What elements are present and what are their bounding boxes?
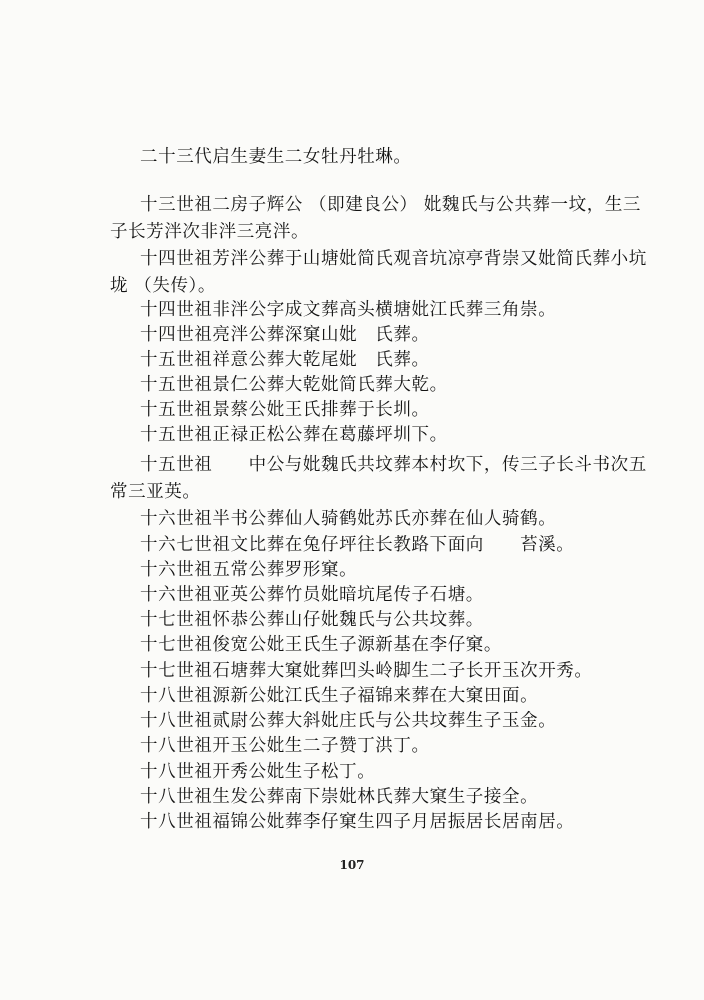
paragraph-11: 十六世祖半书公葬仙人骑鹤妣苏氏亦葬在仙人骑鹤。: [140, 509, 557, 529]
paragraph-16: 十七世祖俊宽公妣王氏生子源新基在李仔窠。: [140, 635, 502, 655]
page-number: 107: [339, 858, 365, 872]
paragraph-23: 十八世祖福锦公妣葬李仔窠生四子月居振居长居南居。: [140, 812, 575, 832]
paragraph-13: 十六世祖五常公葬罗形窠。: [140, 560, 358, 580]
paragraph-18: 十八世祖源新公妣江氏生子福锦来葬在大窠田面。: [140, 686, 539, 706]
paragraph-14: 十六世祖亚英公葬竹员妣暗坑尾传子石塘。: [140, 585, 484, 605]
paragraph-17: 十七世祖石塘葬大窠妣葬凹头岭脚生二子长开玉次开秀。: [140, 661, 593, 681]
paragraph-1: 二十三代启生妻生二女牡丹牡琳。: [140, 147, 412, 167]
paragraph-3: 十四世祖芳泮公葬于山塘妣简氏观音坑凉亭背崇又妣简氏葬小坑垅 （失传）。: [110, 249, 647, 296]
paragraph-12: 十六七世祖文比葬在兔仔坪往长教路下面向 苔溪。: [140, 535, 575, 555]
paragraph-6: 十五世祖祥意公葬大乾尾妣 氏葬。: [140, 350, 430, 370]
paragraph-2: 十三世祖二房子辉公 （即建良公） 妣魏氏与公共葬一坟，生三子长芳泮次非泮三亮泮。: [110, 195, 642, 242]
paragraph-7: 十五世祖景仁公葬大乾妣简氏葬大乾。: [140, 375, 448, 395]
paragraph-19: 十八世祖贰尉公葬大斜妣庄氏与公共坟葬生子玉金。: [140, 711, 557, 731]
paragraph-15: 十七世祖怀恭公葬山仔妣魏氏与公共坟葬。: [140, 610, 484, 630]
paragraph-10: 十五世祖 中公与妣魏氏共坟葬本村坎下，传三子长斗书次五常三亚英。: [110, 455, 647, 502]
paragraph-4: 十四世祖非泮公字成文葬高头横塘妣江氏葬三角崇。: [140, 300, 557, 320]
paragraph-5: 十四世祖亮泮公葬深窠山妣 氏葬。: [140, 325, 430, 345]
paragraph-22: 十八世祖生发公葬南下崇妣林氏葬大窠生子接全。: [140, 787, 539, 807]
paragraph-9: 十五世祖正禄正松公葬在葛藤坪圳下。: [140, 425, 448, 445]
paragraph-21: 十八世祖开秀公妣生子松丁。: [140, 762, 376, 782]
paragraph-20: 十八世祖开玉公妣生二子赞丁洪丁。: [140, 736, 430, 756]
paragraph-8: 十五世祖景蔡公妣王氏排葬于长圳。: [140, 400, 430, 420]
